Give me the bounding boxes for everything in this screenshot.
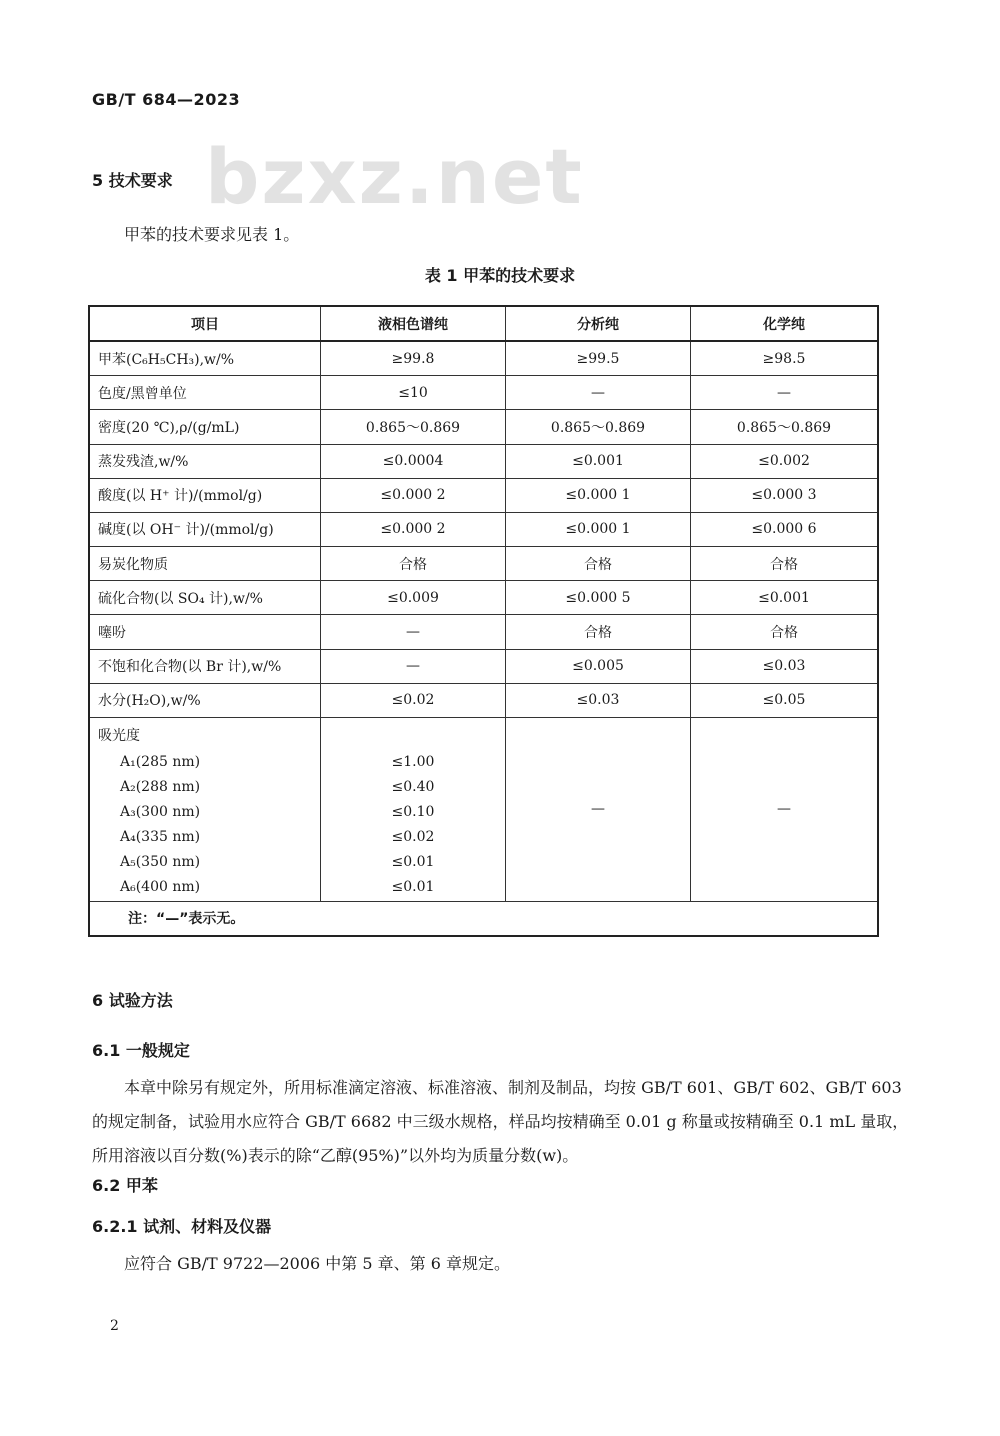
absorbance-cp-value: — xyxy=(691,717,879,901)
row-value: 0.865～0.869 xyxy=(691,410,879,444)
row-value: ≤0.03 xyxy=(691,649,879,683)
row-item-label: 蒸发残渣,w/% xyxy=(89,444,321,478)
absorbance-wavelength: A₁(285 nm) xyxy=(120,753,201,770)
row-value: ≥99.5 xyxy=(506,341,691,376)
absorbance-value: ≤0.02 xyxy=(391,828,435,845)
absorbance-value: ≤0.40 xyxy=(391,778,435,795)
absorbance-value: ≤0.01 xyxy=(391,878,435,895)
row-item-label: 不饱和化合物(以 Br 计),w/% xyxy=(89,649,321,683)
spec-table xyxy=(88,305,879,937)
table-row xyxy=(89,581,878,615)
row-value: 0.865～0.869 xyxy=(321,410,506,444)
row-item-label: 色度/黑曾单位 xyxy=(89,376,321,410)
row-value: ≥98.5 xyxy=(691,341,879,376)
table-row xyxy=(89,683,878,717)
row-item-label: 水分(H₂O),w/% xyxy=(89,683,321,717)
row-item-label: 碱度(以 OH⁻ 计)/(mmol/g) xyxy=(89,512,321,546)
absorbance-value: ≤0.10 xyxy=(391,803,435,820)
table-row xyxy=(89,649,878,683)
row-value: ≤10 xyxy=(321,376,506,410)
row-item-label: 硫化合物(以 SO₄ 计),w/% xyxy=(89,581,321,615)
row-value: ≤0.005 xyxy=(506,649,691,683)
row-value: ≤0.000 1 xyxy=(506,512,691,546)
section-5-intro: 甲苯的技术要求见表 1。 xyxy=(124,225,300,244)
row-value: ≤0.002 xyxy=(691,444,879,478)
row-value: ≤0.000 3 xyxy=(691,478,879,512)
table-row xyxy=(89,410,878,444)
table-caption: 表 1 甲苯的技术要求 xyxy=(424,266,576,285)
table-note: 注：“—”表示无。 xyxy=(89,901,878,936)
row-value: ≥99.8 xyxy=(321,341,506,376)
header-cp-grade: 化学纯 xyxy=(691,306,879,341)
row-item-label: 甲苯(C₆H₅CH₃),w/% xyxy=(89,341,321,376)
row-value: 合格 xyxy=(506,547,691,581)
watermark-logo: bzxz.net xyxy=(205,132,584,221)
header-lc-grade: 液相色谱纯 xyxy=(321,306,506,341)
row-value: ≤0.0004 xyxy=(321,444,506,478)
row-value: ≤0.001 xyxy=(691,581,879,615)
row-value: ≤0.001 xyxy=(506,444,691,478)
row-value: ≤0.000 2 xyxy=(321,478,506,512)
header-ar-grade: 分析纯 xyxy=(506,306,691,341)
absorbance-value: ≤1.00 xyxy=(391,753,435,770)
section-6-2-1-title: 6.2.1 试剂、材料及仪器 xyxy=(92,1217,272,1236)
row-value: 0.865～0.869 xyxy=(506,410,691,444)
absorbance-wavelength: A₂(288 nm) xyxy=(120,778,201,795)
section-6-2-title: 6.2 甲苯 xyxy=(92,1176,158,1195)
row-value: ≤0.05 xyxy=(691,683,879,717)
row-value: ≤0.000 6 xyxy=(691,512,879,546)
header-item: 项目 xyxy=(89,306,321,341)
table-row xyxy=(89,341,878,376)
row-value: — xyxy=(506,376,691,410)
row-value: 合格 xyxy=(506,615,691,649)
table-note-row xyxy=(89,901,878,936)
section-6-title: 6 试验方法 xyxy=(92,991,173,1010)
section-5-title: 5 技术要求 xyxy=(92,171,173,190)
absorbance-wavelength: A₆(400 nm) xyxy=(120,878,201,895)
table-row xyxy=(89,615,878,649)
section-6-1-text: 本章中除另有规定外，所用标准滴定溶液、标准溶液、制剂及制品，均按 GB/T 601、GB/T 602、GB/T 603 的规定制备，试验用水应符合 GB/T 6682 中三级水规格，样品均按精确至 0.01 g 称量或按精确至 0.1 mL 量取，所用溶液以百分数(%)表示的除“乙醇(95%)”以外均为质量分数(w)。 xyxy=(92,1078,909,1165)
row-value: ≤0.009 xyxy=(321,581,506,615)
absorbance-value: ≤0.01 xyxy=(391,853,435,870)
row-item-label: 易炭化物质 xyxy=(89,547,321,581)
row-value: — xyxy=(321,649,506,683)
absorbance-wavelength: A₄(335 nm) xyxy=(120,828,201,845)
row-item-label: 酸度(以 H⁺ 计)/(mmol/g) xyxy=(89,478,321,512)
row-value: ≤0.000 1 xyxy=(506,478,691,512)
row-value: ≤0.000 5 xyxy=(506,581,691,615)
row-item-label: 噻吩 xyxy=(89,615,321,649)
row-value: 合格 xyxy=(691,547,879,581)
table-header-row xyxy=(89,306,878,341)
row-value: — xyxy=(321,615,506,649)
row-value: — xyxy=(691,376,879,410)
table-row xyxy=(89,478,878,512)
absorbance-title: 吸光度 xyxy=(98,727,140,744)
absorbance-row xyxy=(89,717,878,901)
row-value: ≤0.000 2 xyxy=(321,512,506,546)
section-6-1-title: 6.1 一般规定 xyxy=(92,1041,190,1060)
row-value: ≤0.03 xyxy=(506,683,691,717)
row-value: ≤0.02 xyxy=(321,683,506,717)
table-row xyxy=(89,512,878,546)
absorbance-wavelength: A₅(350 nm) xyxy=(120,853,201,870)
table-row xyxy=(89,444,878,478)
absorbance-wavelength: A₃(300 nm) xyxy=(120,803,201,820)
table-body xyxy=(89,341,878,936)
absorbance-ar-value: — xyxy=(506,717,691,901)
table-row xyxy=(89,547,878,581)
row-value: 合格 xyxy=(691,615,879,649)
standard-code: GB/T 684—2023 xyxy=(92,90,241,109)
table-row xyxy=(89,376,878,410)
section-6-2-1-text: 应符合 GB/T 9722—2006 中第 5 章、第 6 章规定。 xyxy=(124,1254,511,1273)
row-value: 合格 xyxy=(321,547,506,581)
absorbance-labels xyxy=(89,717,321,901)
absorbance-lc-values xyxy=(321,717,506,901)
page-number: 2 xyxy=(110,1318,119,1334)
row-item-label: 密度(20 ℃),ρ/(g/mL) xyxy=(89,410,321,444)
